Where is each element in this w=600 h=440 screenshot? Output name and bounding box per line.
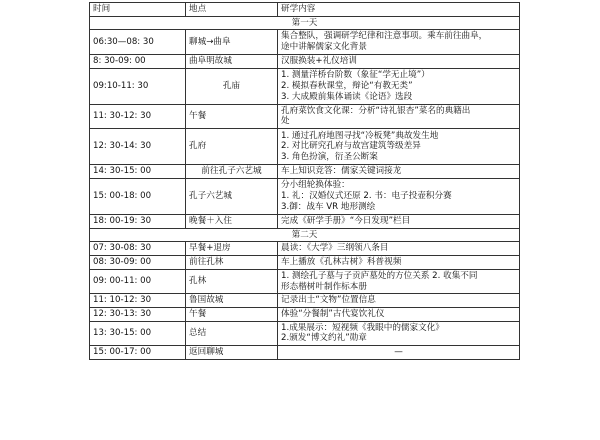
- content-line: 3. 角色扮演，衍圣公断案: [281, 152, 378, 162]
- schedule-row: [90, 294, 520, 308]
- content-cell: [278, 165, 520, 179]
- content-line: 2.颁发“博文约礼”勋章: [281, 333, 367, 344]
- place-cell: 晚餐＋入住: [186, 214, 278, 228]
- content-line: 2. 对比研究孔府与故宫建筑等级差异: [281, 141, 421, 152]
- schedule-row: [90, 346, 520, 360]
- place-cell: 孔林: [186, 269, 278, 293]
- day-header-row: [90, 228, 520, 242]
- day-label: 第一天: [90, 16, 520, 30]
- header-place: 地点: [186, 3, 278, 17]
- content-line: 集合整队，强调研学纪律和注意事项。乘车前往曲阜，: [281, 31, 488, 42]
- content-line: 体验“分餐制”古代宴饮礼仪: [281, 309, 385, 320]
- content-cell: [278, 54, 520, 68]
- content-line: 分小组轮换体验：: [281, 180, 350, 191]
- schedule-row: [90, 129, 520, 165]
- content-line: 3. 大成殿前集体诵读《论语》选段: [281, 91, 413, 102]
- content-line: 车上知识竞答：儒家关键词接龙: [281, 166, 402, 177]
- place-cell: 总结: [186, 321, 278, 345]
- time-cell: 12: 30-13: 30: [90, 308, 186, 322]
- schedule-row: [90, 256, 520, 270]
- content-line: 1. 礼：汉婚仪式还原 2. 书：电子投壶积分赛: [281, 191, 452, 201]
- content-line: 途中讲解儒家文化背景: [281, 42, 367, 53]
- place-cell: 鲁国故城: [186, 294, 278, 308]
- time-cell: 12: 30-14: 30: [90, 129, 186, 165]
- content-cell: [278, 294, 520, 308]
- content-line: 车上播放《孔林古树》科普视频: [281, 257, 402, 268]
- place-cell: 早餐+退房: [186, 242, 278, 256]
- itinerary-body: [90, 16, 520, 359]
- content-line: 3.御：战车 VR 地形测绘: [281, 201, 376, 212]
- content-line: 1. 测绘孔子墓与子贡庐墓处的方位关系 2. 收集不同: [281, 270, 478, 281]
- content-line: 完成《研学手册》“今日发现”栏目: [281, 215, 411, 226]
- time-cell: 14: 30-15: 00: [90, 165, 186, 179]
- schedule-row: [90, 178, 520, 214]
- content-cell: [278, 256, 520, 270]
- day-label: 第二天: [90, 228, 520, 242]
- schedule-row: [90, 54, 520, 68]
- header-time: 时间: [90, 3, 186, 17]
- content-line: 汉服换装+礼仪培训: [281, 55, 357, 66]
- content-line: 形态楷树叶制作标本册: [281, 281, 367, 292]
- time-cell: 15: 00-18: 00: [90, 178, 186, 214]
- place-cell: 曲阜明故城: [186, 54, 278, 68]
- place-cell: 返回聊城: [186, 346, 278, 360]
- time-cell: 07: 30-08: 30: [90, 242, 186, 256]
- content-line: 2. 模拟春秋课堂，辩论“有教无类”: [281, 80, 413, 91]
- content-cell: [278, 104, 520, 128]
- time-cell: 09: 00-11: 00: [90, 269, 186, 293]
- content-cell: [278, 308, 520, 322]
- content-cell: [278, 346, 520, 360]
- content-cell: [278, 129, 520, 165]
- content-line: —: [394, 347, 403, 358]
- content-line: 1. 通过孔府地图寻找“冷板凳”典故发生地: [281, 130, 439, 141]
- time-cell: 8: 30-09: 00: [90, 54, 186, 68]
- content-line: 1.成果展示：短视频《我眼中的儒家文化》: [281, 322, 444, 333]
- place-cell: 前往孔子六艺城: [186, 165, 278, 179]
- time-cell: 18: 00-19: 30: [90, 214, 186, 228]
- schedule-row: [90, 214, 520, 228]
- schedule-row: [90, 269, 520, 293]
- schedule-row: [90, 308, 520, 322]
- time-cell: 15: 00-17: 00: [90, 346, 186, 360]
- time-cell: 11: 10-12: 30: [90, 294, 186, 308]
- content-line: 晨读：《大学》三纲领八条目: [281, 243, 389, 254]
- content-cell: [278, 178, 520, 214]
- time-cell: 11: 30-12: 30: [90, 104, 186, 128]
- schedule-row: [90, 242, 520, 256]
- content-cell: [278, 30, 520, 54]
- content-cell: [278, 269, 520, 293]
- place-cell: 午餐: [186, 104, 278, 128]
- time-cell: 13: 30-15: 00: [90, 321, 186, 345]
- schedule-row: [90, 68, 520, 104]
- time-cell: 06:30—08: 30: [90, 30, 186, 54]
- schedule-row: [90, 165, 520, 179]
- header-content: 研学内容: [278, 3, 520, 17]
- content-cell: [278, 68, 520, 104]
- place-cell: 孔子六艺城: [186, 178, 278, 214]
- place-cell: 前往孔林: [186, 256, 278, 270]
- place-cell: 午餐: [186, 308, 278, 322]
- content-cell: [278, 242, 520, 256]
- content-line: 1. 测量洋桥台阶数（象征“学无止境”）: [281, 70, 430, 81]
- content-cell: [278, 214, 520, 228]
- place-cell: 孔府: [186, 129, 278, 165]
- day-header-row: [90, 16, 520, 30]
- content-line: 孔府菜饮食文化课：分析“诗礼银杏”菜名的典籍出: [281, 105, 471, 116]
- time-cell: 08: 30-09: 00: [90, 256, 186, 270]
- header-row: [90, 3, 520, 17]
- place-cell: 聊城→曲阜: [186, 30, 278, 54]
- content-line: 记录出土“文物”位置信息: [281, 295, 376, 306]
- content-cell: [278, 321, 520, 345]
- schedule-row: [90, 104, 520, 128]
- time-cell: 09:10-11: 30: [90, 68, 186, 104]
- itinerary-table: [89, 2, 520, 360]
- place-cell: 孔庙: [186, 68, 278, 104]
- content-line: 处: [281, 116, 290, 127]
- schedule-row: [90, 321, 520, 345]
- schedule-row: [90, 30, 520, 54]
